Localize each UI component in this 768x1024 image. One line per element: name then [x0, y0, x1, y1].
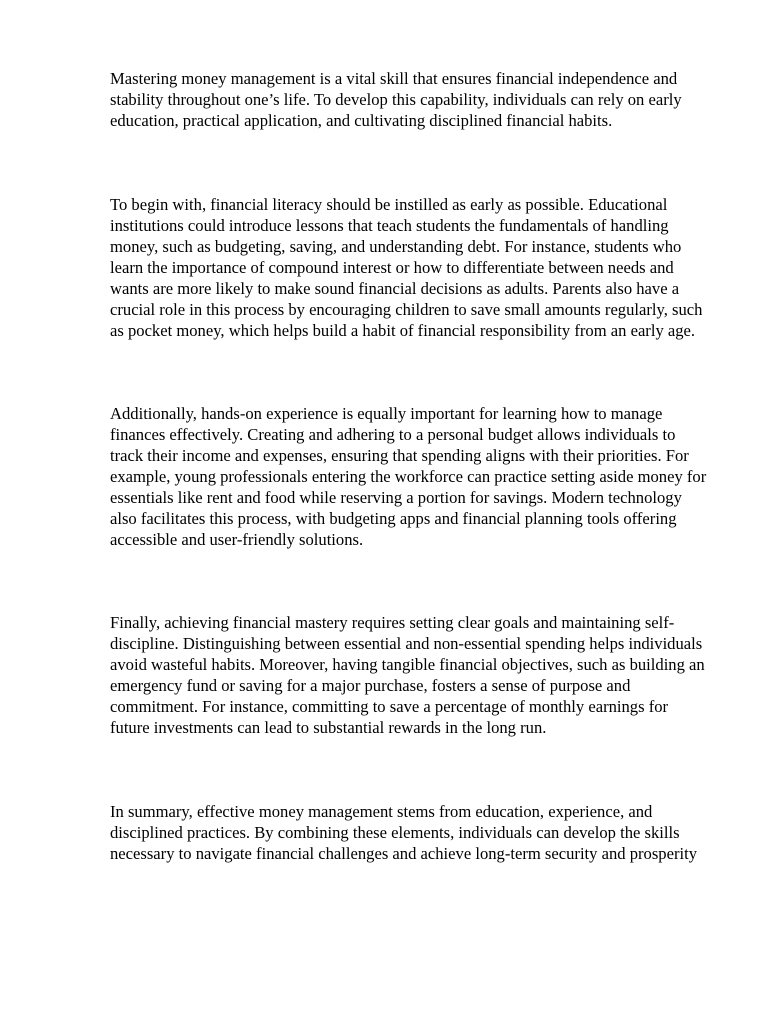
paragraph-financial-literacy: To begin with, financial literacy should be instilled as early as possible. Educational institutions could introduce lessons that teach students the fundamentals of handling money, such as budgeting, saving, and understanding debt. For instance, students who learn the importance of compound interest or how to differentiate between needs and wants are more likely to make sound financial decisions as adults. Parents also have a crucial role in this process by encouraging children to save small amounts regularly, such as pocket money, which helps build a habit of financial responsibility from an early age.	[110, 195, 703, 340]
paragraph-hands-on-experience: Additionally, hands-on experience is equally important for learning how to manage finances effectively. Creating and adhering to a personal budget allows individuals to track their income and expenses, ensuring that spending aligns with their priorities. For example, young professionals entering the workforce can practice setting aside money for essentials like rent and food while reserving a portion for savings. Modern technology also facilitates this process, with budgeting apps and financial planning tools offering accessible and user-friendly solutions.	[110, 404, 707, 549]
paragraph-summary: In summary, effective money management stems from education, experience, and disciplined practices. By combining these elements, individuals can develop the skills necessary to navigate financial challenges and achieve long-term security and prosperity	[110, 802, 697, 863]
paragraph-introduction: Mastering money management is a vital skill that ensures financial independence and stability throughout one’s life. To develop this capability, individuals can rely on early education, practical application, and cultivating disciplined financial habits.	[110, 69, 682, 130]
paragraph-goals-discipline: Finally, achieving financial mastery requires setting clear goals and maintaining self-discipline. Distinguishing between essential and non-essential spending helps individuals avoid wasteful habits. Moreover, having tangible financial objectives, such as building an emergency fund or saving for a major purchase, fosters a sense of purpose and commitment. For instance, committing to save a percentage of monthly earnings for future investments can lead to substantial rewards in the long run.	[110, 613, 705, 737]
